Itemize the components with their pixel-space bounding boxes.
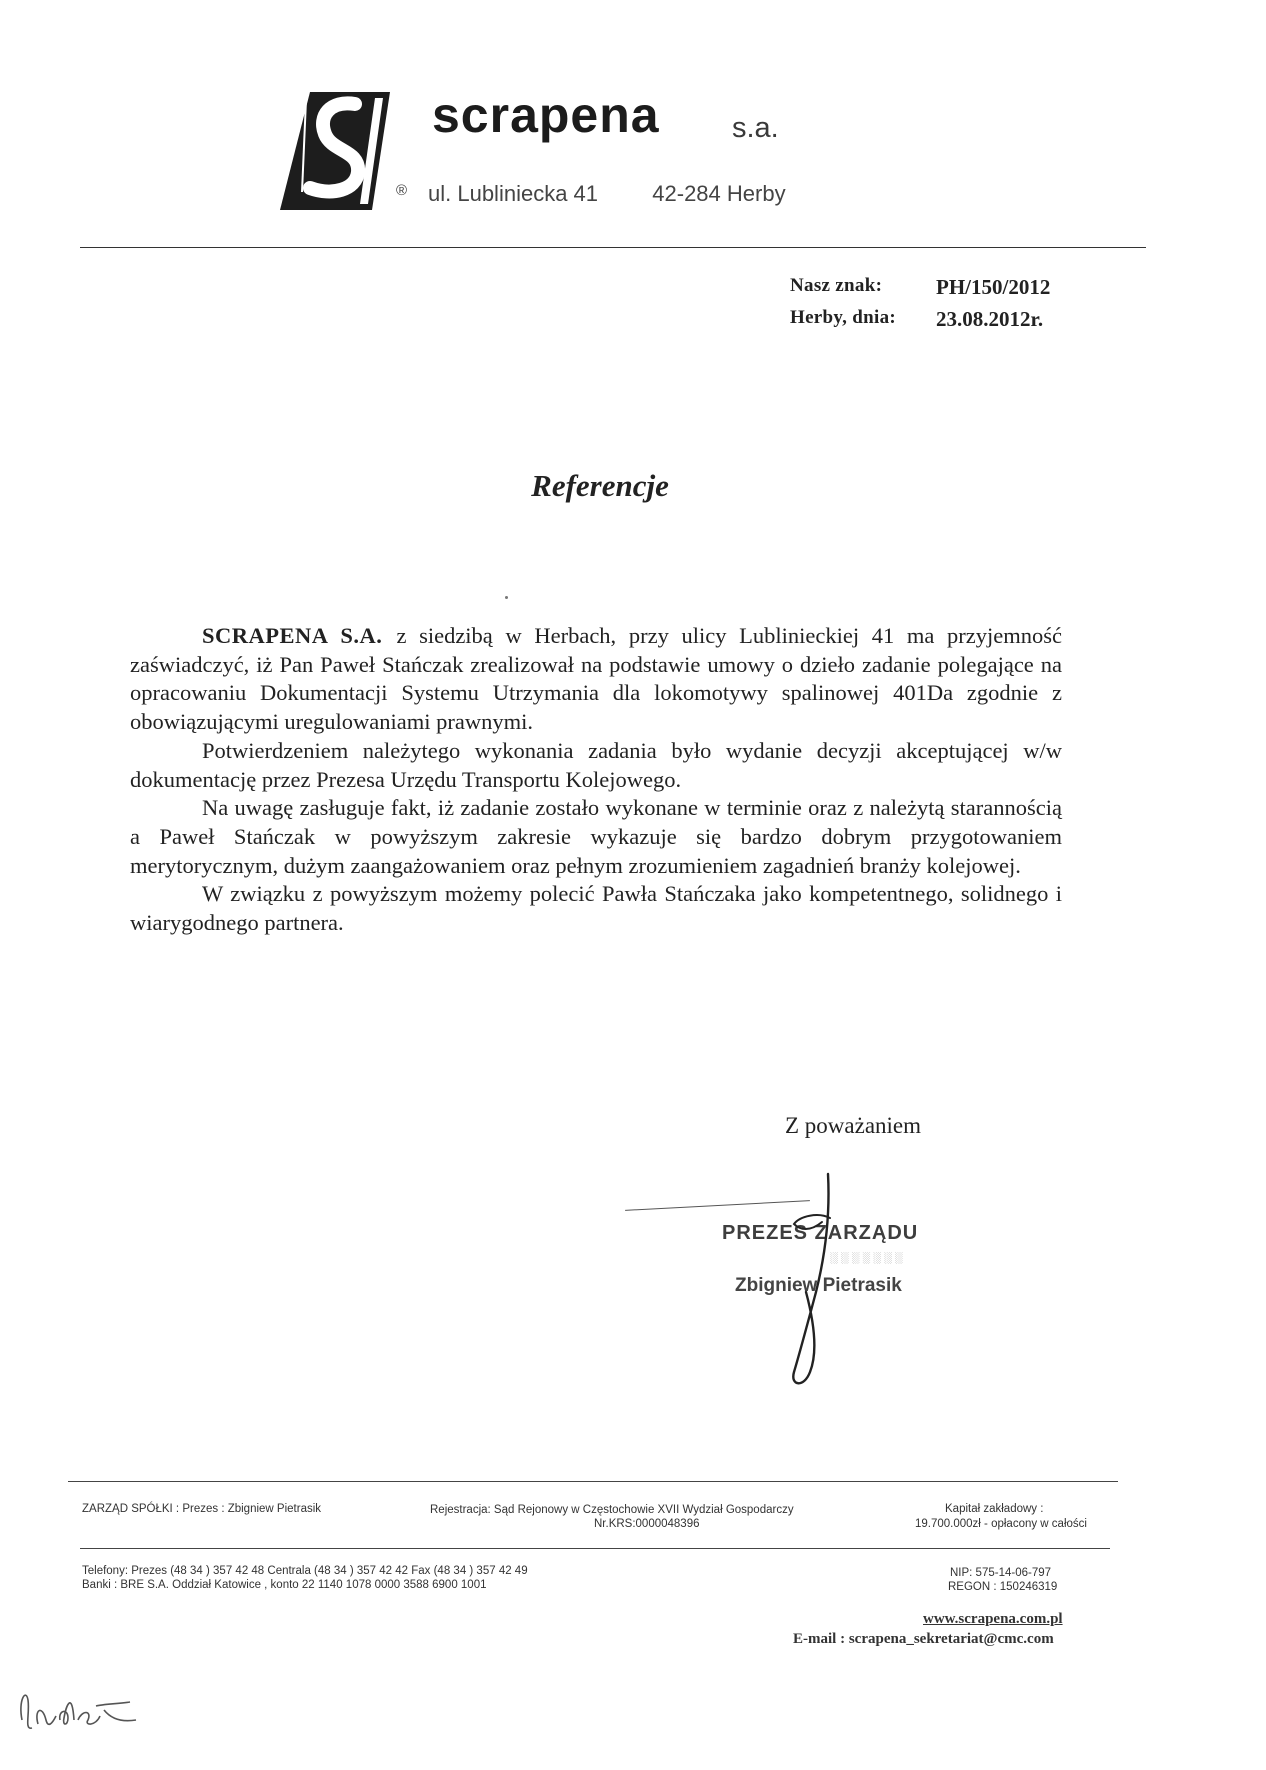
handwritten-initials	[12, 1680, 152, 1740]
stamp-title: PREZES ZARZĄDU	[722, 1222, 919, 1244]
footer-capital-label: Kapitał zakładowy :	[945, 1503, 1044, 1515]
scan-speck	[505, 596, 508, 599]
footer-registration: Rejestracja: Sąd Rejonowy w Częstochowie XVII Wydział Gospodarczy	[430, 1504, 794, 1516]
footer-board: ZARZĄD SPÓŁKI : Prezes : Zbigniew Pietrasik	[82, 1503, 322, 1515]
address-street: ul. Lubliniecka 41	[428, 181, 599, 206]
letter-body	[130, 622, 1062, 938]
footer-divider-bottom	[80, 1548, 1110, 1549]
footer-krs: Nr.KRS:0000048396	[594, 1518, 700, 1530]
company-suffix: s.a.	[732, 112, 779, 144]
footer-website-link[interactable]: www.scrapena.com.pl	[923, 1611, 1063, 1627]
footer-divider-top	[68, 1481, 1118, 1482]
footer-email: E-mail : scrapena_sekretariat@cmc.com	[793, 1631, 1054, 1647]
paragraph-2: Potwierdzeniem należytego wykonania zadania było wydanie decyzji akceptującej w/w dokumentację przez Prezesa Urzędu Transportu Kolejowego.	[130, 737, 1062, 792]
paragraph-1	[130, 622, 1062, 737]
stamp-faint-mark: ░░░░░░░	[830, 1252, 906, 1264]
handwritten-signature	[770, 1172, 880, 1387]
header-divider	[80, 247, 1146, 248]
stamp-name: Zbigniew Pietrasik	[735, 1275, 902, 1296]
our-ref-value: PH/150/2012	[936, 275, 1051, 299]
date-value: 23.08.2012r.	[936, 307, 1044, 331]
closing-phrase: Z poważaniem	[785, 1113, 922, 1138]
our-ref-label: Nasz znak:	[790, 275, 883, 296]
reference-block	[790, 275, 1050, 339]
company-emphasis: SCRAPENA S.A.	[202, 623, 383, 648]
paragraph-4: W związku z powyższym możemy polecić Pawła Stańczaka jako kompetentnego, solidnego i wiarygodnego partnera.	[130, 881, 1062, 936]
footer-nip: NIP: 575-14-06-797	[950, 1567, 1052, 1579]
registered-mark: ®	[396, 182, 408, 199]
date-label: Herby, dnia:	[790, 307, 897, 328]
footer-capital-value: 19.700.000zł - opłacony w całości	[915, 1518, 1087, 1530]
scrapena-logo	[280, 92, 390, 210]
paragraph-3: Na uwagę zasługuje fakt, iż zadanie zostało wykonane w terminie oraz z należytą starannością a Paweł Stańczak w powyższym zakresie wykazuje się bardzo dobrym przygotowaniem merytorycznym, dużym zaangażowaniem oraz pełnym zrozumieniem zagadnień branży kolejowej.	[130, 795, 1062, 878]
document-title: Referencje	[531, 468, 669, 503]
company-name: scrapena	[432, 87, 660, 143]
footer-phones: Telefony: Prezes (48 34 ) 357 42 48 Centrala (48 34 ) 357 42 42 Fax (48 34 ) 357 42 49	[82, 1565, 528, 1577]
footer-regon: REGON : 150246319	[948, 1581, 1058, 1593]
footer-banks: Banki : BRE S.A. Oddział Katowice , konto 22 1140 1078 0000 3588 6900 1001	[82, 1579, 487, 1591]
company-address	[428, 181, 786, 207]
address-postcode-city: 42-284 Herby	[652, 181, 786, 206]
paragraph-1-text: z siedzibą w Herbach, przy ulicy Lublinieckiej 41 ma przyjemność zaświadczyć, iż Pan Paweł Stańczak zrealizował na podstawie umowy o dzieło zadanie polegające na opracowaniu Dokumentacji Systemu Utrzymania dla lokomotywy spalinowej 401Da zgodnie z obowiązującymi uregulowaniami prawnymi.	[130, 623, 1062, 735]
